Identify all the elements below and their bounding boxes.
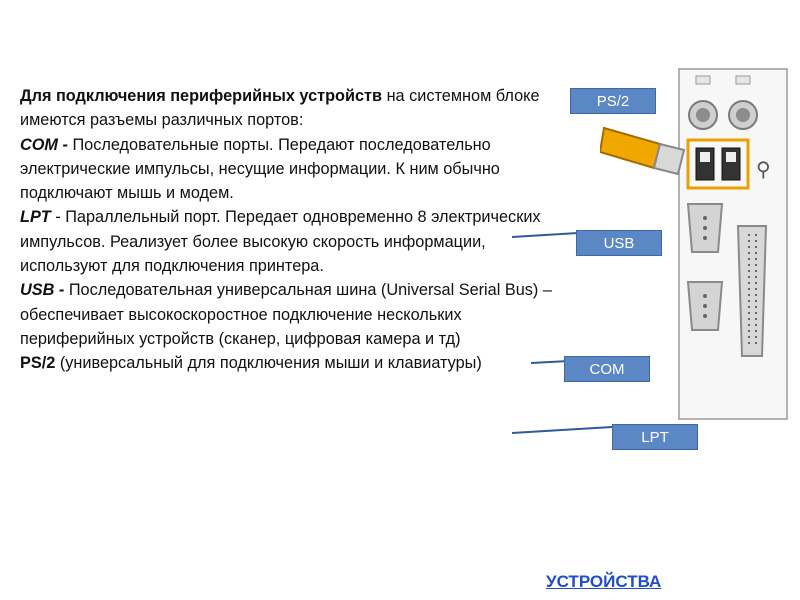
com-text: Последовательные порты. Передают последовательно электрические импульсы, несущие информации. К ним обычно подключают мышь и модем. [20,135,500,203]
intro-text: на системном блоке имеются разъемы различных портов: [20,87,540,130]
description-text [20,84,560,376]
lpt-label: LPT [612,424,698,450]
usb-term: USB - [20,281,65,300]
lpt-text: - Параллельный порт. Передает одновременно 8 электрических импульсов. Реализует более высокую скорость информации, используют для подключения принтера. [20,208,541,276]
devices-link[interactable]: УСТРОЙСТВА [546,572,662,591]
rear-io-panel [678,68,788,420]
ps2-term: PS/2 [20,354,56,373]
lpt-connector-line [512,427,612,433]
usb-symbol-icon: ⚲ [756,157,771,181]
ps2-label: PS/2 [570,88,656,114]
ps2-text: (универсальный для подключения мыши и клавиатуры) [55,354,482,373]
lpt-term: LPT [20,208,51,227]
com-term: COM - [20,135,68,154]
usb-label: USB [576,230,662,256]
paragraph-usb [20,278,560,351]
paragraph-ps2 [20,351,560,375]
intro-bold: Для подключения периферийных устройств [20,87,383,105]
lpt-port [738,226,766,356]
usb-plug-icon [600,110,690,180]
com-label: COM [564,356,650,382]
paragraph-com [20,133,560,206]
com-port-1 [688,204,722,252]
paragraph-intro [20,84,560,133]
usb-text: Последовательная универсальная шина (Universal Serial Bus) – обеспечивает высокоскоростное подключение нескольких периферийных устройств (сканер, цифровая камера и тд) [20,281,552,348]
com-port-2 [688,282,722,330]
paragraph-lpt [20,205,560,278]
